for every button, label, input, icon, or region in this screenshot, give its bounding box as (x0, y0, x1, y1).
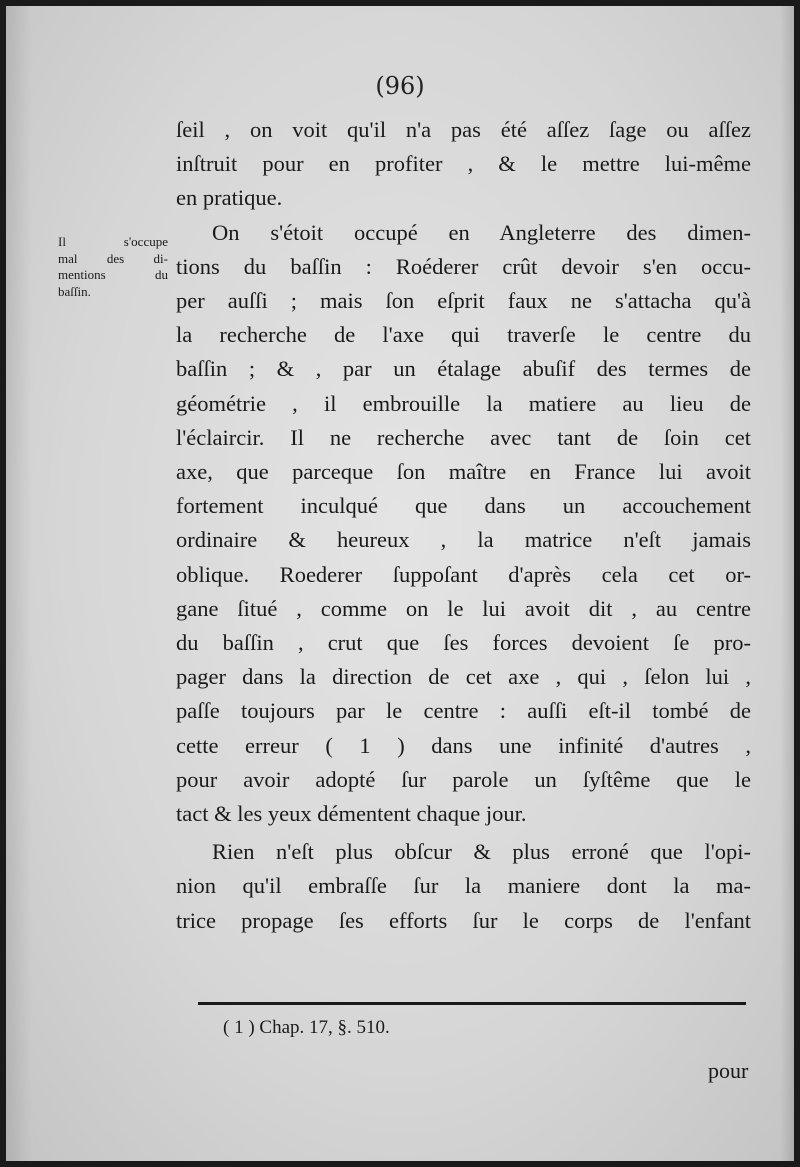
page-number: (96) (375, 72, 425, 100)
text-line: per auſſi ; mais ſon eſprit faux ne s'attacha qu'à (176, 288, 751, 314)
text-line: ordinaire & heureux , la matrice n'eſt jamais (176, 527, 751, 553)
text-line: cette erreur ( 1 ) dans une infinité d'autres , (176, 732, 751, 758)
footnote: ( 1 ) Chap. 17, §. 510. (223, 1017, 390, 1038)
text-line: trice propage ſes efforts ſur le corps de l'enfant (176, 907, 751, 933)
text-line: On s'étoit occupé en Angleterre des dimen- (212, 219, 751, 245)
text-line: fortement inculqué que dans un accouchement (176, 493, 751, 519)
text-line: tact & les yeux démentent chaque jour. (176, 801, 527, 827)
book-page (6, 6, 794, 1161)
margin-note-line: Il s'occupe (58, 234, 168, 249)
text-line: la recherche de l'axe qui traverſe le centre du (176, 322, 751, 348)
text-line: en pratique. (176, 185, 283, 211)
text-line: oblique. Roederer ſuppoſant d'après cela cet or- (176, 561, 751, 587)
text-line: pager dans la direction de cet axe , qui , ſelon lui , (176, 664, 751, 690)
body-text (176, 113, 751, 938)
paragraph-1 (176, 113, 751, 216)
text-line: géométrie , il embrouille la matiere au lieu de (176, 390, 751, 416)
paragraph-2 (176, 216, 751, 832)
margin-note-line: mal des di- (58, 250, 168, 266)
margin-note-line: baſſin. (58, 283, 91, 299)
text-line: du baſſin , crut que ſes forces devoient ſe pro- (176, 630, 751, 656)
text-line: inſtruit pour en profiter , & le mettre lui-même (176, 151, 751, 177)
text-line: axe, que parceque ſon maître en France lui avoit (176, 459, 751, 485)
text-line: pour avoir adopté ſur parole un ſyſtême que le (176, 766, 751, 792)
paragraph-3 (176, 835, 751, 938)
margin-note (58, 234, 168, 300)
page-shadow-right (780, 6, 794, 1161)
text-line: l'éclaircir. Il ne recherche avec tant de ſoin cet (176, 424, 751, 450)
catchword: pour (708, 1058, 749, 1083)
text-line: gane ſitué , comme on le lui avoit dit , au centre (176, 595, 751, 621)
text-line: nion qu'il embraſſe ſur la maniere dont la ma- (176, 873, 751, 899)
text-line: ſeil , on voit qu'il n'a pas été aſſez ſage ou aſſez (176, 117, 751, 142)
page-shadow-left (6, 6, 32, 1161)
margin-note-line: mentions du (58, 267, 168, 282)
footnote-rule (198, 1002, 746, 1005)
text-line: Rien n'eſt plus obſcur & plus erroné que l'opi- (212, 839, 751, 865)
text-line: paſſe toujours par le centre : auſſi eſt-il tombé de (176, 698, 751, 724)
text-line: baſſin ; & , par un étalage abuſif des termes de (176, 356, 751, 382)
text-line: tions du baſſin : Roéderer crût devoir s'en occu- (176, 253, 751, 279)
